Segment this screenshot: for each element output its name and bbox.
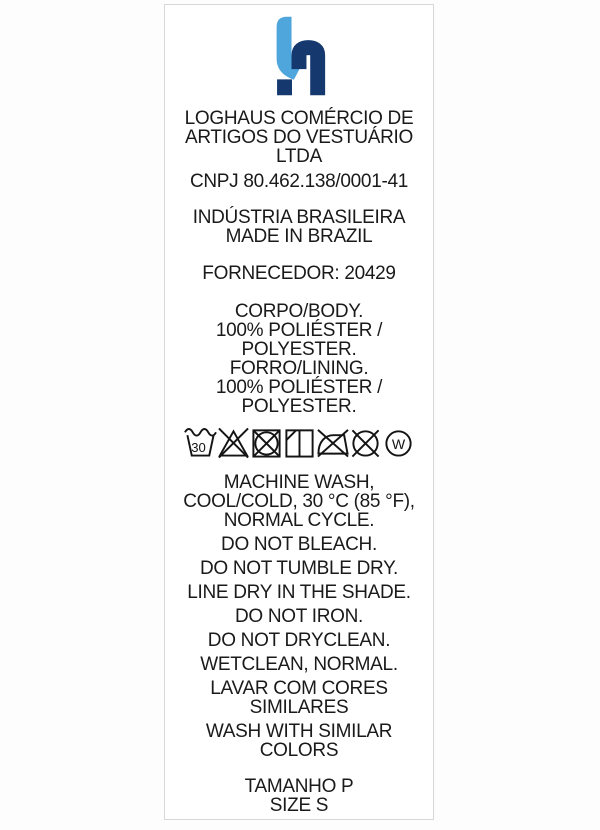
care-line: COOL/COLD, 30 °C (85 °F), bbox=[183, 491, 415, 512]
composition-block bbox=[165, 302, 433, 416]
care-line: WASH WITH SIMILAR bbox=[205, 721, 393, 742]
composition-line: 100% POLIÉSTER / bbox=[215, 320, 383, 341]
care-line: MACHINE WASH, bbox=[223, 472, 375, 493]
company-name-line: LOGHAUS COMÉRCIO DE bbox=[184, 108, 414, 129]
do-not-iron-icon bbox=[316, 422, 349, 462]
loghaus-h-logo-icon bbox=[271, 14, 327, 98]
care-instruction bbox=[165, 535, 433, 554]
wash-30-icon bbox=[184, 422, 217, 462]
origin-line: MADE IN BRAZIL bbox=[225, 226, 373, 247]
size-block bbox=[165, 777, 433, 815]
care-line: LAVAR COM CORES bbox=[210, 678, 388, 699]
composition-line: FORRO/LINING. bbox=[229, 358, 369, 379]
do-not-bleach-icon bbox=[217, 422, 250, 462]
care-instruction bbox=[165, 473, 433, 530]
care-symbols-row bbox=[165, 419, 433, 465]
company-name-line: ARTIGOS DO VESTUÁRIO bbox=[184, 127, 414, 148]
svg-text:30: 30 bbox=[190, 440, 206, 456]
care-line: WETCLEAN, NORMAL. bbox=[200, 654, 398, 675]
do-not-tumble-dry-icon bbox=[250, 422, 283, 462]
care-line: LINE DRY IN THE SHADE. bbox=[187, 582, 411, 603]
care-instruction bbox=[165, 631, 433, 650]
care-instruction bbox=[165, 583, 433, 602]
care-line: DO NOT DRYCLEAN. bbox=[207, 630, 391, 651]
composition-line: 100% POLIÉSTER / bbox=[215, 377, 383, 398]
size-line-pt: TAMANHO P bbox=[244, 776, 354, 797]
care-line: COLORS bbox=[259, 740, 339, 761]
care-instruction bbox=[165, 655, 433, 674]
size-line-en: SIZE S bbox=[269, 795, 329, 816]
do-not-dryclean-icon bbox=[349, 422, 382, 462]
svg-text:W: W bbox=[391, 435, 405, 452]
care-line: NORMAL CYCLE. bbox=[223, 510, 375, 531]
care-line: DO NOT BLEACH. bbox=[221, 534, 377, 555]
care-line: SIMILARES bbox=[249, 697, 349, 718]
line-dry-in-shade-icon bbox=[283, 422, 316, 462]
composition-line: POLYESTER. bbox=[241, 339, 357, 360]
brand-logo bbox=[165, 14, 433, 98]
company-name-block bbox=[165, 109, 433, 166]
care-instruction bbox=[165, 607, 433, 626]
care-instruction bbox=[165, 679, 433, 717]
care-instruction bbox=[165, 559, 433, 578]
wetclean-icon bbox=[382, 422, 415, 462]
composition-line: POLYESTER. bbox=[241, 396, 357, 417]
care-instructions-block bbox=[165, 473, 433, 760]
supplier-number: FORNECEDOR: 20429 bbox=[202, 263, 396, 284]
origin-line: INDÚSTRIA BRASILEIRA bbox=[192, 207, 406, 228]
care-instruction bbox=[165, 722, 433, 760]
care-line: DO NOT IRON. bbox=[235, 606, 363, 627]
care-line: DO NOT TUMBLE DRY. bbox=[199, 558, 399, 579]
company-cnpj: CNPJ 80.462.138/0001-41 bbox=[189, 171, 409, 192]
composition-line: CORPO/BODY. bbox=[234, 301, 364, 322]
garment-care-label bbox=[164, 4, 434, 820]
company-name-line: LTDA bbox=[276, 146, 322, 167]
origin-block bbox=[165, 208, 433, 246]
